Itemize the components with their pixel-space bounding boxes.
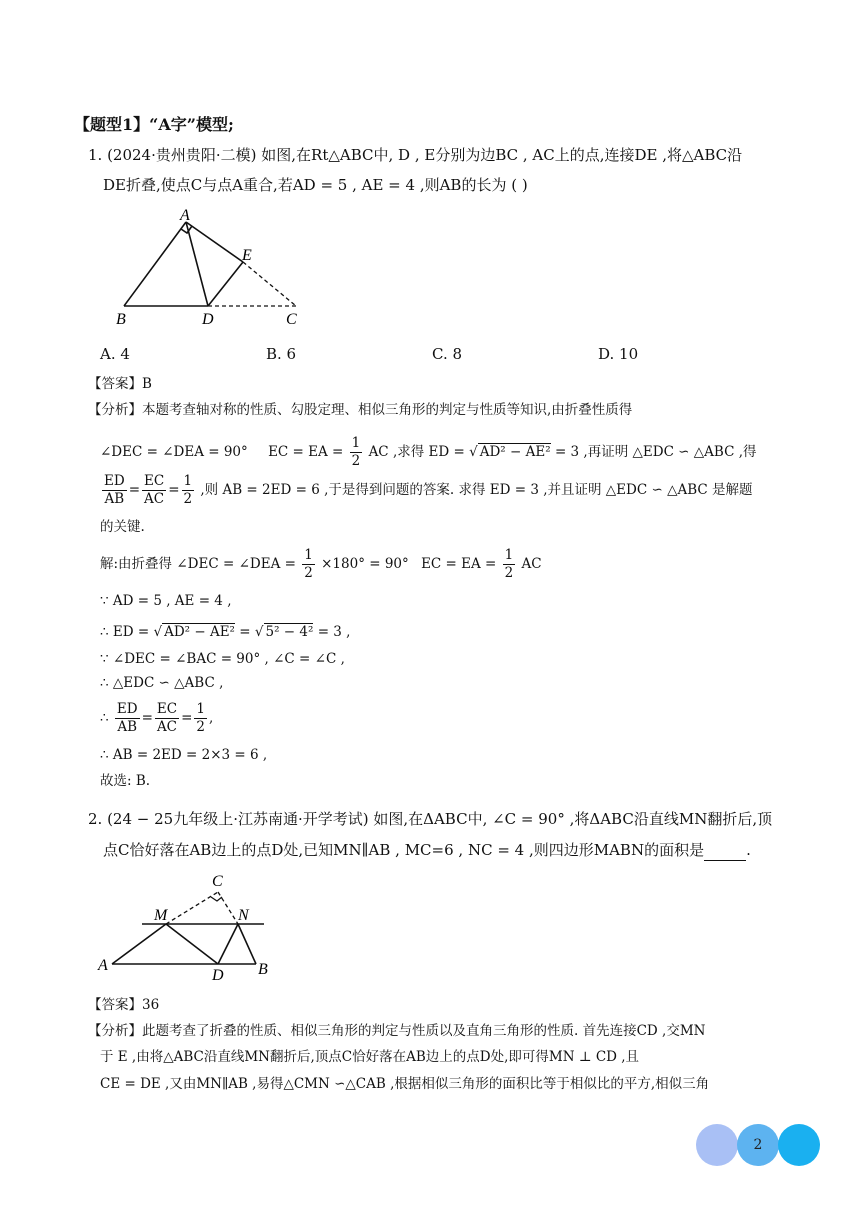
q1-label-e: E — [242, 247, 252, 264]
q2-label-n: N — [238, 907, 249, 924]
page-number-badge — [696, 1124, 822, 1168]
q1-label-d: D — [202, 311, 214, 328]
q1-figure — [110, 200, 310, 328]
q1-solution-line4: ∵ ∠DEC = ∠BAC = 90° , ∠C = ∠C , — [100, 651, 345, 667]
q1-analysis-angle: ∠DEC = ∠DEA = 90° — [100, 444, 248, 460]
q2-stem-line1: 2. (24 − 25九年级上·江苏南通·开学考试) 如图,在ΔABC中, ∠C = 90° ,将ΔABC沿直线MN翻折后,顶 — [88, 810, 773, 828]
q1-option-b[interactable]: B. 6 — [266, 345, 297, 363]
q1-analysis-half: $\frac{1}{2}$ — [351, 435, 361, 469]
q1-option-a[interactable]: A. 4 — [100, 345, 130, 363]
q1-stem-line1: 1. (2024·贵州贵阳·二模) 如图,在Rt△ABC中, D , E分别为边BC , AC上的点,连接DE ,将△ABC沿 — [88, 146, 743, 164]
q1-label-a: A — [180, 207, 190, 224]
q1-label-c: C — [286, 311, 297, 328]
page-circle-3 — [778, 1124, 820, 1166]
q2-label-a: A — [98, 957, 108, 974]
q1-answer: 【答案】B — [88, 376, 152, 392]
q2-answer: 【答案】36 — [88, 997, 160, 1013]
q1-option-c[interactable]: C. 8 — [432, 345, 463, 363]
q2-answer-blank[interactable] — [704, 844, 746, 861]
q1-solution-line3: ∴ ED = √ AD² − AE² = √ 5² − 4² = 3 , — [100, 624, 351, 640]
q2-figure — [96, 866, 276, 982]
q1-analysis-ec: EC = EA = — [268, 444, 344, 460]
q1-solution-line5: ∴ △EDC ∽ △ABC , — [100, 675, 224, 691]
section-heading: 【题型1】“A字”模型; — [74, 115, 234, 134]
q1-analysis-line1: 【分析】本题考查轴对称的性质、勾股定理、相似三角形的判定与性质等知识,由折叠性质得 — [88, 402, 633, 418]
page-circle-1 — [696, 1124, 738, 1166]
q1-solution-line8: 故选: B. — [100, 773, 151, 789]
q1-stem-line2: DE折叠,使点C与点A重合,若AD = 5 , AE = 4 ,则AB的长为 ( ) — [103, 176, 528, 194]
q2-label-m: M — [154, 907, 168, 924]
q1-analysis-line4: 的关键. — [100, 519, 145, 535]
page-number: 2 — [737, 1124, 779, 1166]
q1-analysis-line3: $\frac{ED}{AB}$ = $\frac{EC}{AC}$ = $\frac{1}{2}$ ,则 AB = 2ED = 6 ,于是得到问题的答案. 求得 ED = 3 ,并且证明 △EDC ∽ △ABC 是解题 — [104, 473, 753, 507]
q1-solution-line1: 解:由折叠得 ∠DEC = ∠DEA = $\frac{1}{2}$ ×180° = 90° EC = EA = $\frac{1}{2}$ AC — [100, 547, 542, 581]
q1-solution-line7: ∴ AB = 2ED = 2×3 = 6 , — [100, 747, 268, 763]
q1-solution-line6: ∴ $\frac{ED}{AB}$ = $\frac{EC}{AC}$ = $\frac{1}{2}$ , — [100, 701, 214, 735]
q2-stem-line2: 点C恰好落在AB边上的点D处,已知MN∥AB , MC=6 , NC = 4 ,则四边形MABN的面积是 . — [103, 841, 751, 859]
q2-analysis-line2: 于 E ,由将△ABC沿直线MN翻折后,顶点C恰好落在AB边上的点D处,即可得MN ⊥ CD ,且 — [100, 1049, 640, 1065]
q2-analysis-line3: CE = DE ,又由MN∥AB ,易得△CMN ∽△CAB ,根据相似三角形的面积比等于相似比的平方,相似三角 — [100, 1076, 710, 1092]
q1-analysis-root: AD² − AE² — [479, 444, 551, 460]
q2-analysis-line1: 【分析】此题考查了折叠的性质、相似三角形的判定与性质以及直角三角形的性质. 首先连接CD ,交MN — [88, 1023, 706, 1039]
q2-label-b: B — [258, 961, 268, 978]
q2-label-c: C — [212, 873, 223, 890]
q1-option-d[interactable]: D. 10 — [598, 345, 639, 363]
q1-analysis-line2: ∠DEC = ∠DEA = 90° EC = EA = $\frac{1}{2}$ AC ,求得 ED = √ AD² − AE² = 3 ,再证明 △EDC ∽ △ABC ,得 — [100, 435, 757, 469]
q1-solution-line2: ∵ AD = 5 , AE = 4 , — [100, 593, 232, 609]
q1-label-b: B — [116, 311, 126, 328]
q2-label-d: D — [212, 967, 224, 982]
